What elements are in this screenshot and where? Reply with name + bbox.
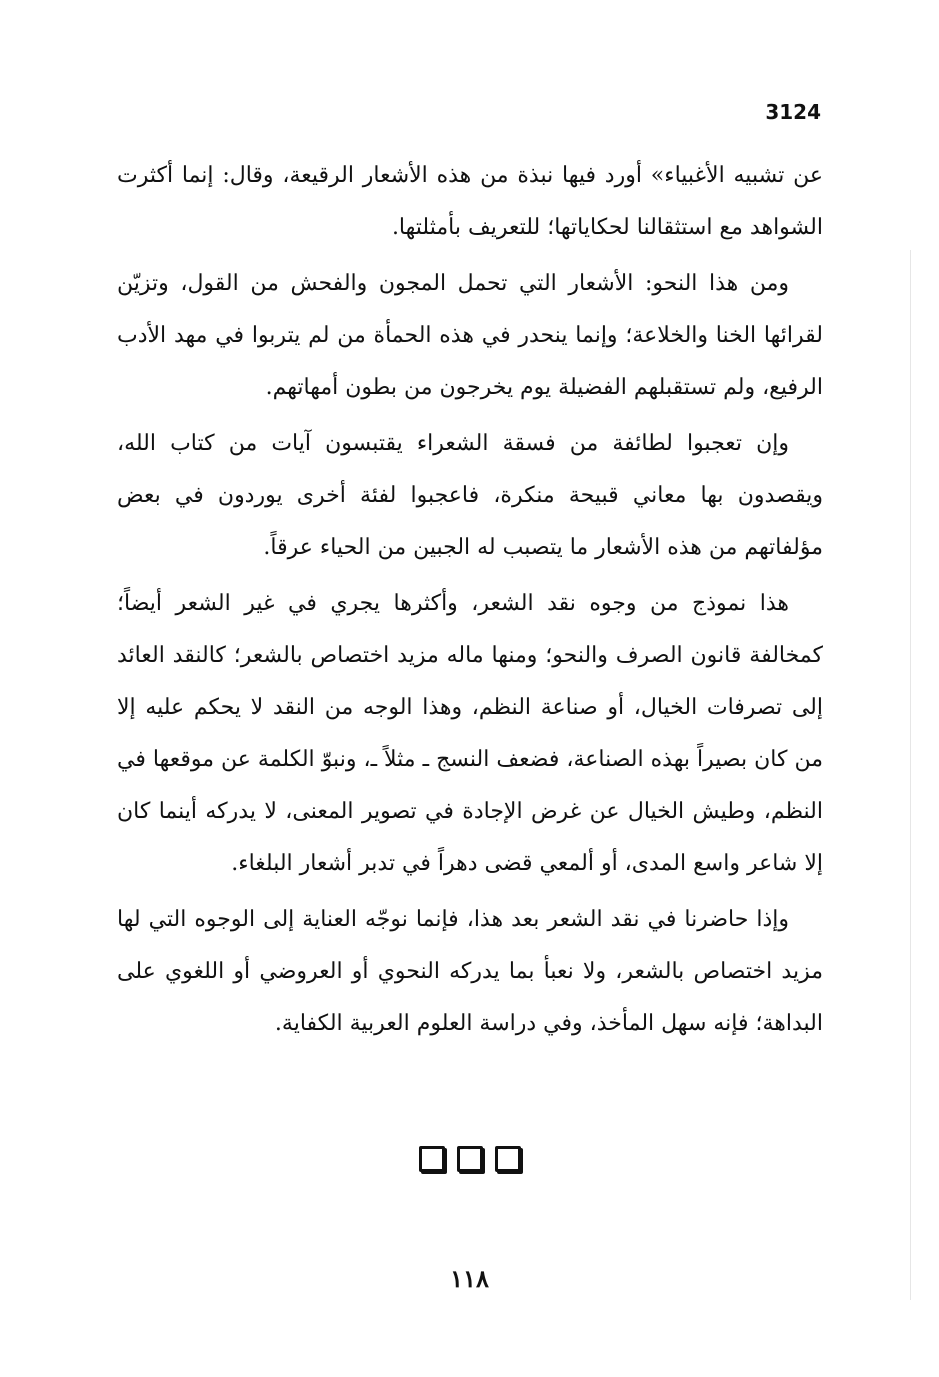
paragraph-3: وإن تعجبوا لطائفة من فسقة الشعراء يقتبسون آيات من كتاب الله، ويقصدون بها معاني قبيحة منكرة، فاعجبوا لفئة أخرى يوردون في بعض مؤلفاتهم من هذه الأشعار ما يتصبب له الجبين من الحياء عرقاً.: [117, 431, 823, 560]
square-ornament-icon: [495, 1146, 521, 1172]
page-id: 3124: [765, 100, 821, 124]
body-text: [117, 150, 823, 1054]
page-edge-line: [910, 250, 911, 1300]
paragraph-1: عن تشبيه الأغبياء» أورد فيها نبذة من هذه الأشعار الرقيعة، وقال: إنما أكثرت الشواهد مع استثقالنا لحكاياتها؛ للتعريف بأمثلتها.: [117, 163, 823, 240]
paragraph-2: ومن هذا النحو: الأشعار التي تحمل المجون والفحش من القول، وتزيّن لقرائها الخنا والخلاعة؛ وإنما ينحدر في هذه الحمأة من لم يتربوا في مهد الأدب الرفيع، ولم تستقبلهم الفضيلة يوم يخرجون من بطون أمهاتهم.: [117, 271, 823, 400]
page-number: ١١٨: [450, 1264, 489, 1293]
section-divider: [0, 1146, 939, 1172]
paragraph-4: هذا نموذج من وجوه نقد الشعر، وأكثرها يجري في غير الشعر أيضاً؛ كمخالفة قانون الصرف والنحو؛ ومنها ماله مزيد اختصاص بالشعر؛ كالنقد العائد إلى تصرفات الخيال، أو صناعة النظم، وهذا الوجه من النقد لا يحكم عليه إلا من كان بصيراً بهذه الصناعة، فضعف النسج ـ مثلاً ـ، ونبوّ الكلمة عن موقعها في النظم، وطيش الخيال عن غرض الإجادة في تصوير المعنى، لا يدركه أينما كان إلا شاعر واسع المدى، أو ألمعي قضى دهراً في تدبر أشعار البلغاء.: [117, 591, 823, 876]
square-ornament-icon: [457, 1146, 483, 1172]
paragraph-5: وإذا حاضرنا في نقد الشعر بعد هذا، فإنما نوجّه العناية إلى الوجوه التي لها مزيد اختصاص بالشعر، ولا نعبأ بما يدركه النحوي أو العروضي أو اللغوي على البداهة؛ فإنه سهل المأخذ، وفي دراسة العلوم العربية الكفاية.: [117, 907, 823, 1036]
square-ornament-icon: [419, 1146, 445, 1172]
